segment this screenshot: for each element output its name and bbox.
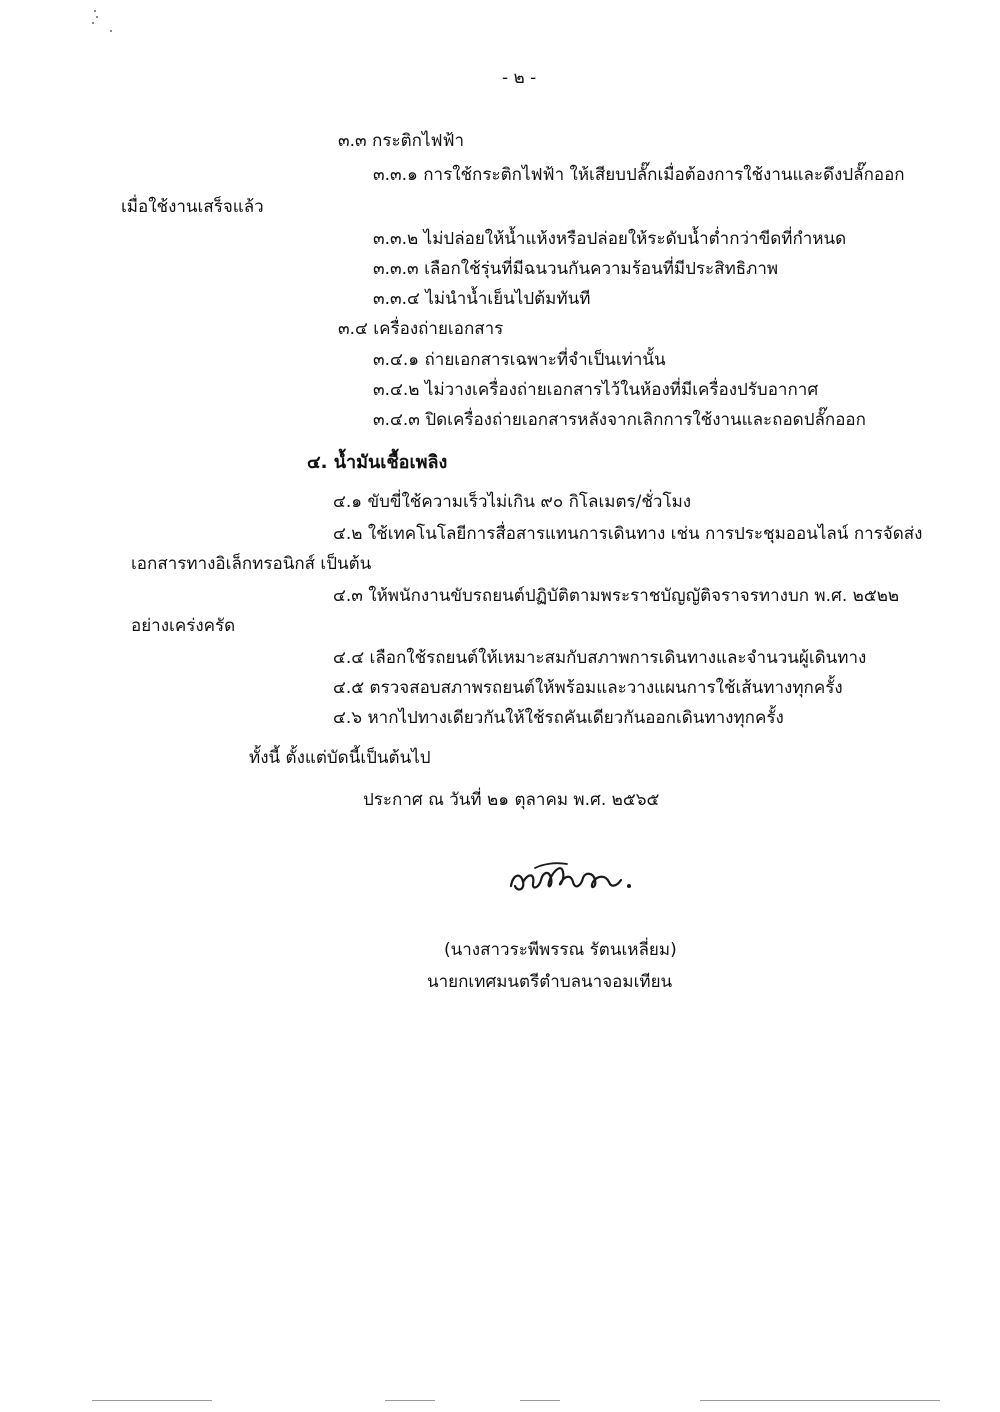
item-3-3-2: ๓.๓.๒ ไม่ปล่อยให้น้ำแห้งหรือปล่อยให้ระดับน้ำต่ำกว่าขีดที่กำหนด	[373, 229, 847, 249]
item-4-5: ๔.๕ ตรวจสอบสภาพรถยนต์ให้พร้อมและวางแผนการใช้เส้นทางทุกครั้ง	[333, 678, 843, 698]
item-3-3-3: ๓.๓.๓ เลือกใช้รุ่นที่มีฉนวนกันความร้อนที่มีประสิทธิภาพ	[373, 259, 779, 279]
section-3-4-heading: ๓.๔ เครื่องถ่ายเอกสาร	[338, 319, 504, 339]
item-4-2-line-2: เอกสารทางอิเล็กทรอนิกส์ เป็นต้น	[131, 554, 372, 574]
scan-line	[385, 1400, 435, 1401]
item-4-4: ๔.๔ เลือกใช้รถยนต์ให้เหมาะสมกับสภาพการเดินทางและจำนวนผู้เดินทาง	[333, 648, 867, 668]
item-3-4-1: ๓.๔.๑ ถ่ายเอกสารเฉพาะที่จำเป็นเท่านั้น	[373, 350, 666, 370]
item-4-3-line-2: อย่างเคร่งครัด	[131, 616, 236, 636]
item-4-2-line-1: ๔.๒ ใช้เทคโนโลยีการสื่อสารแทนการเดินทาง เช่น การประชุมออนไลน์ การจัดส่ง	[333, 524, 923, 544]
item-3-3-1-line-2: เมื่อใช้งานเสร็จแล้ว	[121, 197, 264, 217]
item-4-1: ๔.๑ ขับขี่ใช้ความเร็วไม่เกิน ๙๐ กิโลเมตร/ชั่วโมง	[333, 492, 692, 512]
scan-line	[520, 1400, 560, 1401]
scan-line	[92, 1400, 212, 1401]
scan-speck	[110, 30, 112, 32]
scan-speck	[96, 16, 98, 18]
scan-line	[700, 1400, 940, 1401]
item-3-3-4: ๓.๓.๔ ไม่นำน้ำเย็นไปต้มทันที	[373, 289, 591, 309]
scan-speck	[94, 10, 96, 12]
handwritten-signature	[505, 852, 645, 902]
section-3-3-heading: ๓.๓ กระติกไฟฟ้า	[338, 131, 465, 151]
item-3-4-3: ๓.๔.๓ ปิดเครื่องถ่ายเอกสารหลังจากเลิกการใช้งานและถอดปลั๊กออก	[373, 410, 866, 430]
signatory-name: (นางสาวระพีพรรณ รัตนเหลี่ยม)	[444, 940, 677, 960]
item-4-6: ๔.๖ หากไปทางเดียวกันให้ใช้รถคันเดียวกันออกเดินทางทุกครั้ง	[333, 708, 784, 728]
page-number: - ๒ -	[502, 68, 537, 88]
signatory-position: นายกเทศมนตรีตำบลนาจอมเทียน	[427, 972, 673, 992]
announcement-date: ประกาศ ณ วันที่ ๒๑ ตุลาคม พ.ศ. ๒๕๖๕	[363, 790, 660, 810]
item-3-4-2: ๓.๔.๒ ไม่วางเครื่องถ่ายเอกสารไว้ในห้องที่มีเครื่องปรับอากาศ	[373, 380, 819, 400]
section-4-heading: ๔. น้ำมันเชื้อเพลิง	[307, 452, 448, 473]
scan-speck	[92, 22, 94, 24]
item-4-3-line-1: ๔.๓ ให้พนักงานขับรถยนต์ปฏิบัติตามพระราชบัญญัติจราจรทางบก พ.ศ. ๒๕๒๒	[333, 586, 900, 606]
item-3-3-1-line-1: ๓.๓.๑ การใช้กระติกไฟฟ้า ให้เสียบปลั๊กเมื่อต้องการใช้งานและดึงปลั๊กออก	[373, 165, 905, 185]
effective-statement: ทั้งนี้ ตั้งแต่บัดนี้เป็นต้นไป	[249, 748, 431, 768]
